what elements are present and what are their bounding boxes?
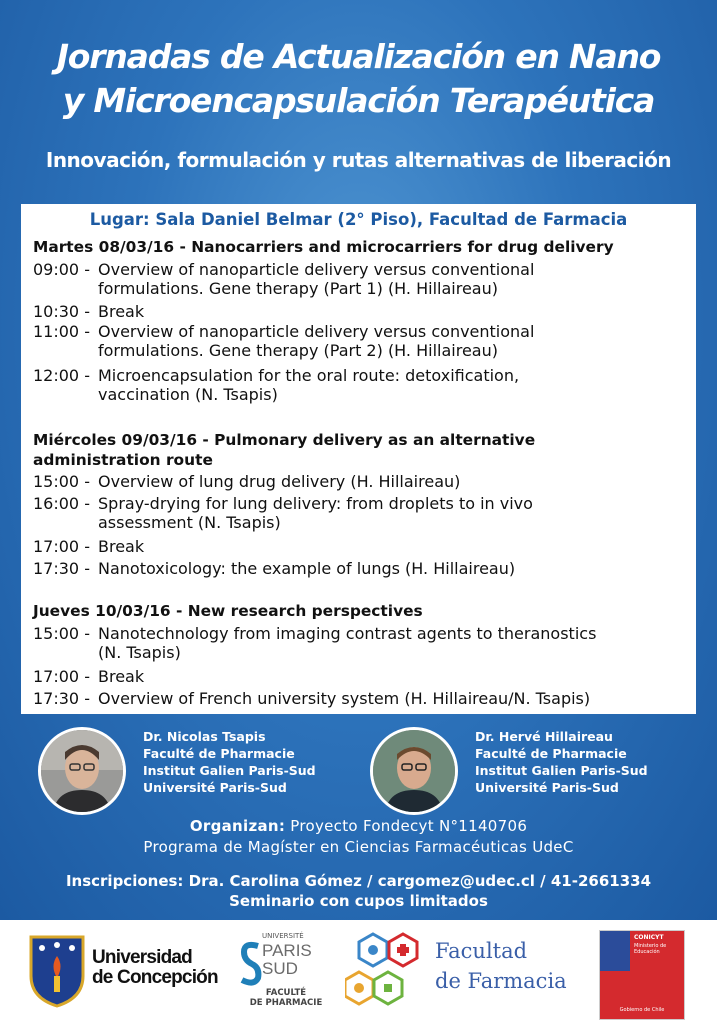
day-heading-thursday: Jueves 10/03/16 - New research perspectives (33, 602, 423, 620)
conicyt-logo: CONICYT Ministerio de Educación Gobierno de Chile (599, 930, 685, 1020)
session-title: Overview of nanoparticle delivery versus conventional formulations. Gene therapy (Part 2) (H. Hillaireau) (98, 322, 535, 360)
day-heading-wednesday: Miércoles 09/03/16 - Pulmonary delivery as an alternative administration route (33, 431, 536, 469)
registration-line: Inscripciones: Dra. Carolina Gómez / cargomez@udec.cl / 41-2661334 (65, 872, 652, 890)
speaker-info-tsapis: Dr. Nicolas Tsapis Faculté de Pharmacie Institut Galien Paris-Sud Université Paris-Sud (143, 729, 316, 795)
speaker-photo-hillaireau (370, 727, 458, 815)
session-time: 16:00 - (33, 494, 90, 513)
udec-name-1: Universidad (92, 947, 192, 968)
udec-name-2: de Concepción (92, 967, 218, 988)
speaker-info-hillaireau: Dr. Hervé Hillaireau Faculté de Pharmacie Institut Galien Paris-Sud Université Paris-Sud (475, 729, 648, 795)
session-title: Overview of nanoparticle delivery versus conventional formulations. Gene therapy (Part 1) (H. Hillaireau) (98, 260, 535, 298)
organizers-label: Organizan: (189, 817, 286, 835)
session-time: 17:30 - (33, 689, 90, 708)
session-title: Overview of French university system (H. Hillaireau/N. Tsapis) (98, 689, 591, 708)
session-title: Nanotoxicology: the example of lungs (H. Hillaireau) (98, 559, 516, 578)
session-time: 11:00 - (33, 322, 90, 341)
session-title: Break (98, 667, 145, 686)
session-time: 17:30 - (33, 559, 90, 578)
paris-sud-s-icon (240, 940, 262, 986)
session-time: 12:00 - (33, 366, 90, 385)
organizers-project: Proyecto Fondecyt N°1140706 (290, 817, 528, 835)
paris-sud-logo: UNIVERSITÉ PARIS SUD FACULTÉ DE PHARMACIE (240, 930, 330, 1018)
organizers-line-1 (0, 816, 717, 836)
session-time: 09:00 - (33, 260, 90, 279)
venue: Lugar: Sala Daniel Belmar (2° Piso), Facultad de Farmacia (89, 210, 628, 229)
session-title: Overview of lung drug delivery (H. Hillaireau) (98, 472, 461, 491)
session-time: 15:00 - (33, 472, 90, 491)
subtitle: Innovación, formulación y rutas alternativas de liberación (45, 148, 672, 172)
organizers-line-2: Programa de Magíster en Ciencias Farmacéuticas UdeC (143, 838, 574, 856)
session-title: Microencapsulation for the oral route: detoxification, vaccination (N. Tsapis) (98, 366, 520, 404)
session-time: 15:00 - (33, 624, 90, 643)
session-time: 17:00 - (33, 537, 90, 556)
farmacia-name-1: Facultad (435, 939, 528, 963)
title-line-2: y Microencapsulación Terapéutica (62, 81, 655, 120)
session-time: 10:30 - (33, 302, 90, 321)
limited-seats-line: Seminario con cupos limitados (229, 892, 488, 910)
session-title: Break (98, 302, 145, 321)
session-title: Break (98, 537, 145, 556)
farmacia-logo (345, 932, 575, 1016)
session-time: 17:00 - (33, 667, 90, 686)
farmacia-name-2: de Farmacia (435, 969, 567, 993)
farmacia-hexagon-icon (345, 932, 427, 1012)
title-line-1: Jornadas de Actualización en Nano (56, 37, 661, 76)
udec-shield-icon (28, 934, 86, 1008)
udec-logo (28, 932, 228, 1012)
day-heading-tuesday: Martes 08/03/16 - Nanocarriers and microcarriers for drug delivery (33, 238, 614, 256)
speaker-photo-tsapis (38, 727, 126, 815)
logo-footer (0, 920, 717, 1024)
session-title: Nanotechnology from imaging contrast agents to theranostics (N. Tsapis) (98, 624, 597, 662)
program-panel (21, 204, 696, 714)
session-title: Spray-drying for lung delivery: from droplets to in vivo assessment (N. Tsapis) (98, 494, 533, 532)
